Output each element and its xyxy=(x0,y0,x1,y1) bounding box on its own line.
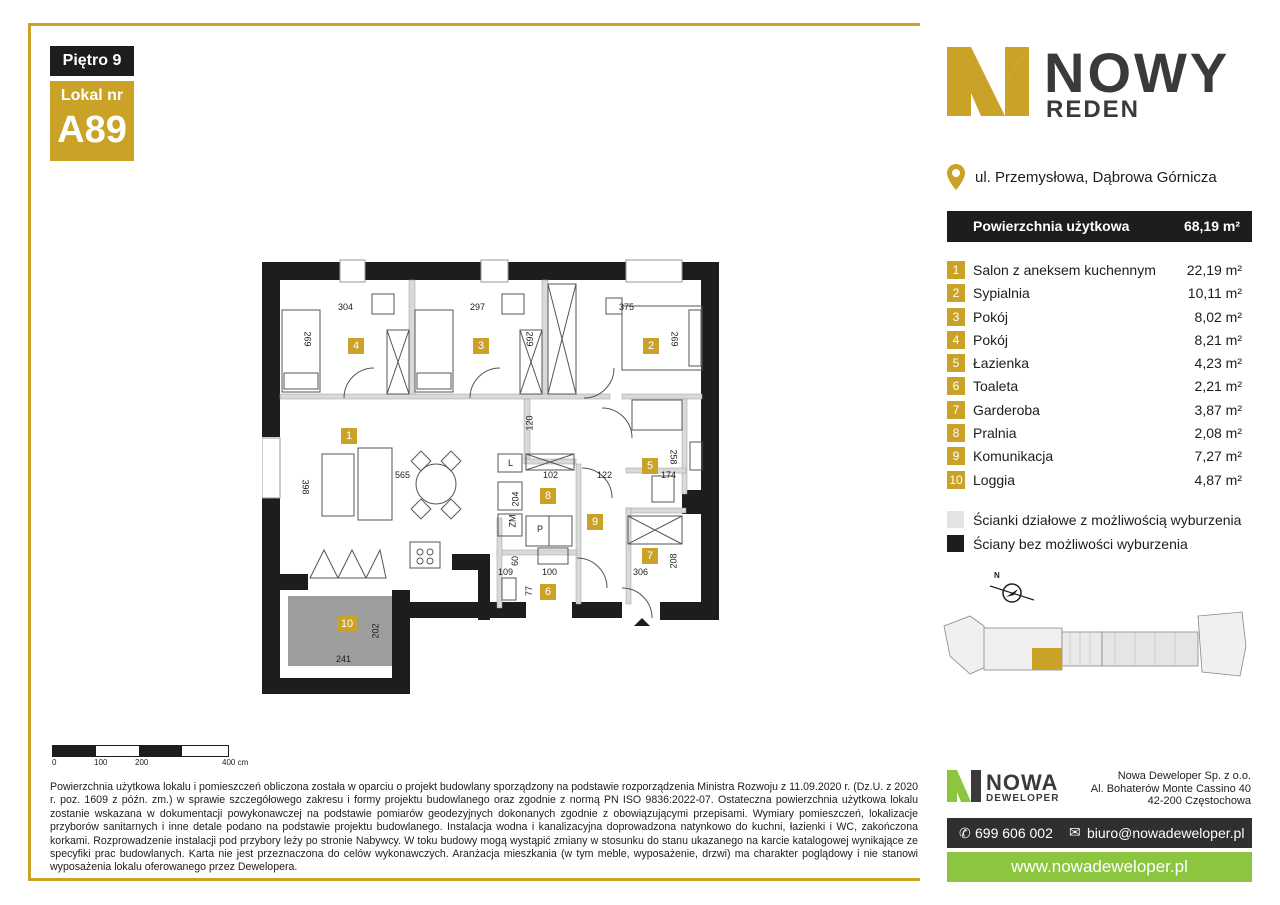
floor-plan-drawing xyxy=(262,258,722,698)
fixture-label: ZM xyxy=(507,514,518,528)
total-area-value: 68,19 m² xyxy=(1183,218,1240,234)
list-item: 10 Loggia 4,87 m² xyxy=(947,470,1242,493)
list-item: 6 Toaleta 2,21 m² xyxy=(947,376,1242,399)
plan-room-8: 8 xyxy=(540,488,556,504)
total-area-bar xyxy=(947,211,1252,242)
dim-label: 297 xyxy=(470,302,486,312)
frame-bottom-line xyxy=(28,878,920,881)
dim-label: 100 xyxy=(542,567,558,577)
legend-partition-text: Ścianki działowe z możliwością wyburzenia xyxy=(973,512,1242,528)
phone-icon: ✆ xyxy=(959,825,971,841)
dim-label: 375 xyxy=(619,302,635,312)
plan-room-5: 5 xyxy=(642,458,658,474)
floor-badge: Piętro 9 xyxy=(50,46,134,76)
rooms-list xyxy=(947,260,1242,493)
dim-label: 109 xyxy=(498,567,514,577)
list-item: 4 Pokój 8,21 m² xyxy=(947,330,1242,353)
developer-logo-icon xyxy=(947,770,981,802)
unit-badge xyxy=(50,81,134,161)
legend-structural-text: Ściany bez możliwości wyburzenia xyxy=(973,536,1188,552)
list-item: 8 Pralnia 2,08 m² xyxy=(947,423,1242,446)
entrance-arrow xyxy=(634,618,650,626)
dim-label: 241 xyxy=(336,654,352,664)
developer-logo-sub: DEWELOPER xyxy=(986,793,1060,804)
contact-bar xyxy=(947,818,1252,848)
plan-room-2: 2 xyxy=(643,338,659,354)
legend-swatch-structural xyxy=(947,535,964,552)
list-item: 7 Garderoba 3,87 m² xyxy=(947,400,1242,423)
dim-label: 398 xyxy=(300,479,311,495)
list-item: 5 Łazienka 4,23 m² xyxy=(947,353,1242,376)
developer-address xyxy=(1090,770,1251,808)
dim-label: 204 xyxy=(510,491,521,507)
brand-subname: REDEN xyxy=(1046,96,1141,123)
plan-room-4: 4 xyxy=(348,338,364,354)
dim-label: 258 xyxy=(668,449,679,465)
developer-street: Al. Bohaterów Monte Cassino 40 xyxy=(1090,782,1251,795)
dim-label: 202 xyxy=(370,623,381,639)
windows xyxy=(262,260,682,498)
site-map-unit-highlight xyxy=(1032,648,1062,670)
compass-north-label: N xyxy=(994,571,1000,580)
email-address[interactable]: biuro@nowadeweloper.pl xyxy=(1087,825,1245,841)
partition-walls xyxy=(280,280,702,608)
dim-label: 269 xyxy=(524,331,535,347)
dim-label: 77 xyxy=(524,585,535,597)
dim-label: 174 xyxy=(661,470,677,480)
frame-top-line xyxy=(28,23,920,26)
list-item: 1 Salon z aneksem kuchennym 22,19 m² xyxy=(947,260,1242,283)
floor-plan xyxy=(262,258,722,698)
plan-room-7: 7 xyxy=(642,548,658,564)
dim-label: 306 xyxy=(633,567,649,577)
list-item: 3 Pokój 8,02 m² xyxy=(947,307,1242,330)
location-pin-icon xyxy=(947,164,965,190)
plan-room-1: 1 xyxy=(341,428,357,444)
dim-label: 102 xyxy=(543,470,559,480)
unit-number: A89 xyxy=(57,109,127,151)
developer-city: 42-200 Częstochowa xyxy=(1147,795,1251,807)
list-item: 2 Sypialnia 10,11 m² xyxy=(947,283,1242,306)
total-area-label: Powierzchnia użytkowa xyxy=(973,218,1130,234)
site-map xyxy=(940,606,1252,680)
fixture-label: P xyxy=(537,524,544,534)
dim-label: 269 xyxy=(669,331,680,347)
mail-icon: ✉ xyxy=(1069,824,1081,840)
dim-label: 122 xyxy=(597,470,613,480)
scale-label: 0 xyxy=(52,758,57,767)
dim-label: 60 xyxy=(510,555,521,567)
plan-room-10: 10 xyxy=(337,616,357,632)
plan-room-3: 3 xyxy=(473,338,489,354)
unit-label: Lokal nr xyxy=(60,87,124,104)
scale-label: 100 xyxy=(94,758,108,767)
address: ul. Przemysłowa, Dąbrowa Górnicza xyxy=(975,169,1217,186)
scale-label: 400 cm xyxy=(222,758,249,767)
dim-label: 269 xyxy=(302,331,313,347)
compass-icon xyxy=(990,580,1034,606)
scale-label: 200 xyxy=(135,758,149,767)
dim-label: 120 xyxy=(524,415,535,431)
fixture-label: L xyxy=(508,458,514,468)
dim-label: 565 xyxy=(395,470,411,480)
dim-label: 304 xyxy=(338,302,354,312)
brand-name: NOWY xyxy=(1044,41,1231,104)
dim-label: 208 xyxy=(668,553,679,569)
brand-logo-icon xyxy=(947,47,1029,116)
frame-left-line xyxy=(28,23,31,881)
developer-company: Nowa Deweloper Sp. z o.o. xyxy=(1117,770,1251,782)
website-link[interactable]: www.nowadeweloper.pl xyxy=(947,852,1252,882)
developer-logo-word: NOWA xyxy=(986,770,1059,795)
phone-number[interactable]: 699 606 002 xyxy=(975,825,1053,841)
scale-bar xyxy=(52,745,229,757)
plan-room-6: 6 xyxy=(540,584,556,600)
plan-room-9: 9 xyxy=(587,514,603,530)
footer-disclaimer: Powierzchnia użytkowa lokalu i pomieszczeń obliczona została w oparciu o projekt budowlany sporządzony na podstawie rozporządzenia Ministra Rozwoju z 11.09.2020 r. (Dz.U. z 2020 r. poz. 1609 z późn. zm.) w sprawie szczegółowego zakresu i formy projektu budowlanego oraz zgodnie z normą PN ISO 9836:2022-07. Ostateczna powierzchnia użytkowa lokalu zostanie wskazana w dokumentacji powykonawczej na podstawie pomiarów geodezyjnych dokonanych zgodnie z obowiązującymi przepisami. Wymiary pomieszczeń, lokalizacje przyborów sanitarnych i inne detale podano na podstawie projektu budowlanego. Instalacja wodna i kanalizacyjna doprowadzona natynkowo do kuchni, łazienki i WC, zakończona korkami. Rozprowadzenie instalacji pod przybory leży po stronie Nabywcy. W toku budowy mogą wystąpić zmiany w stosunku do stanu ukazanego na karcie katalogowej wynikające ze specyfiki prac budowlanych. Karta nie jest przeznaczona do celów wykonawczych. Aranżacja mieszkania (w tym meble, wyposażenie, drzwi) ma charakter poglądowy i nie stanowi wyposażenia lokalu oferowanego przez Dewelopera. xyxy=(50,781,918,874)
legend-swatch-partition xyxy=(947,511,964,528)
list-item: 9 Komunikacja 7,27 m² xyxy=(947,446,1242,469)
